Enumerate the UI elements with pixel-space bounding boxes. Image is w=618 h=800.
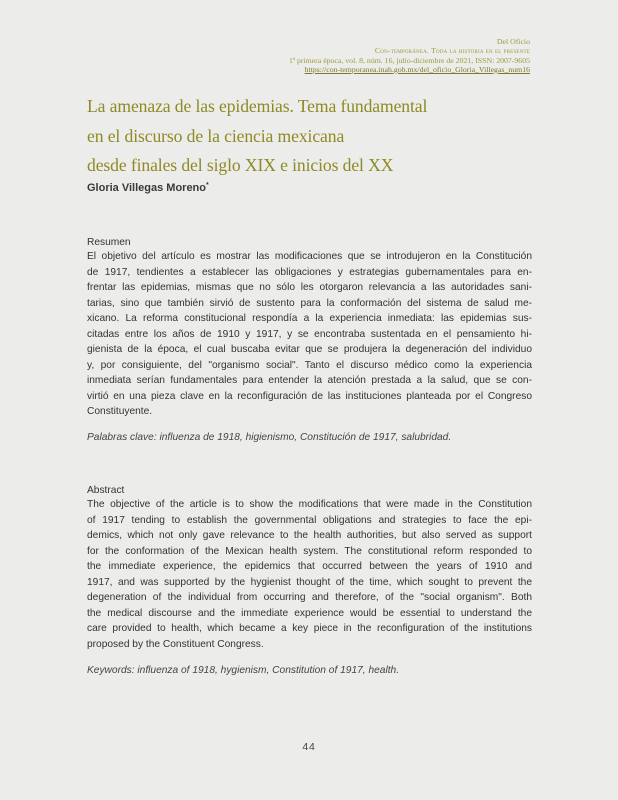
article-title (87, 92, 527, 181)
resumen-keywords: Palabras clave: influenza de 1918, higienismo, Constitución de 1917, salubridad. (87, 432, 452, 443)
abstract-line: 1917, and was supported by the hygienist thought of the time, which sought to prevent the (87, 576, 532, 588)
running-head-issue: 1ª primera época, vol. 8, núm. 16, julio-diciembre de 2021, ISSN: 2007-9605 (289, 55, 530, 65)
resumen-line: tarias, sino que también sirvió de sustento para la conformación del sistema de salud me- (87, 297, 532, 309)
title-line: desde finales del siglo XIX e inicios del XX (87, 155, 394, 175)
abstract-line: care provided to health, which became a key piece in the reconfiguration of the institutions (87, 623, 532, 634)
resumen-body (87, 249, 532, 420)
abstract-line: demics, which not only gave relevance to the health authorities, but also served as support (87, 530, 532, 541)
running-head-journal: Con-temporánea. Toda la historia en el presente (374, 46, 530, 56)
author-byline (87, 182, 209, 194)
abstract-line: for the conformation of the Mexican health system. The constitutional reform responded to (87, 545, 532, 557)
resumen-heading: Resumen (87, 237, 131, 248)
resumen-line: y, por consiguiente, del "organismo social". Tanto el discurso médico como la experiencia (87, 359, 532, 371)
title-line: en el discurso de la ciencia mexicana (87, 125, 345, 146)
resumen-line: Constituyente. (87, 406, 153, 417)
resumen-line: de 1917, tendientes a establecer las obligaciones y estrategias gubernamentales para en- (87, 266, 532, 278)
author-name: Gloria Villegas Moreno (87, 182, 206, 194)
author-footnote-mark: * (206, 182, 209, 189)
resumen-line: gienista de la época, el cual buscaba evitar que se produjera la degeneración del individuo (87, 344, 532, 355)
resumen-line: inmediata serían fundamentales para entender la atención prestada a la salud, que se con- (87, 375, 532, 386)
abstract-line: of 1917 tending to establish the governmental obligations and strategies to face the epi- (87, 514, 532, 526)
running-head-url-link[interactable]: https://con-temporanea.inah.gob.mx/del_oficio_Gloria_Villegas_num16 (304, 64, 530, 74)
running-head-section: Del Oficio (496, 37, 530, 46)
resumen-line: El objetivo del artículo es mostrar las modificaciones que se introdujeron en la Constitución (87, 251, 532, 262)
abstract-line: The objective of the article is to show the modifications that were made in the Constitution (87, 499, 532, 510)
page-number: 44 (302, 741, 316, 753)
resumen-line: xicano. La reforma constitucional respondía a la experiencia inmediata: las epidemias sus- (87, 313, 532, 324)
abstract-heading: Abstract (87, 485, 125, 496)
abstract-line: the immediate experience, the epidemics that occurred between the years of 1910 and (87, 561, 532, 572)
abstract-keywords: Keywords: influenza of 1918, hygienism, Constitution of 1917, health. (87, 665, 400, 676)
abstract-body (87, 497, 532, 652)
running-head (289, 37, 530, 74)
title-line: La amenaza de las epidemias. Tema fundamental (87, 96, 428, 116)
abstract-line: proposed by the Constituent Congress. (87, 638, 264, 650)
abstract-line: degeneration of the individual from occurring and therefore, of the "social organism". Both (87, 592, 532, 603)
resumen-line: frentar las epidemias, mismas que no sólo les otorgaron relevancia a las autoridades sani- (87, 282, 532, 293)
resumen-line: citadas entre los años de 1910 y 1917, y se encontraba sustentada en el pensamiento hi- (87, 328, 532, 340)
resumen-line: virtió en una pieza clave en la reconfiguración de las instituciones planteada por el Congreso (87, 390, 532, 402)
abstract-line: the medical discourse and the immediate experience would be essential to understand the (87, 607, 532, 619)
